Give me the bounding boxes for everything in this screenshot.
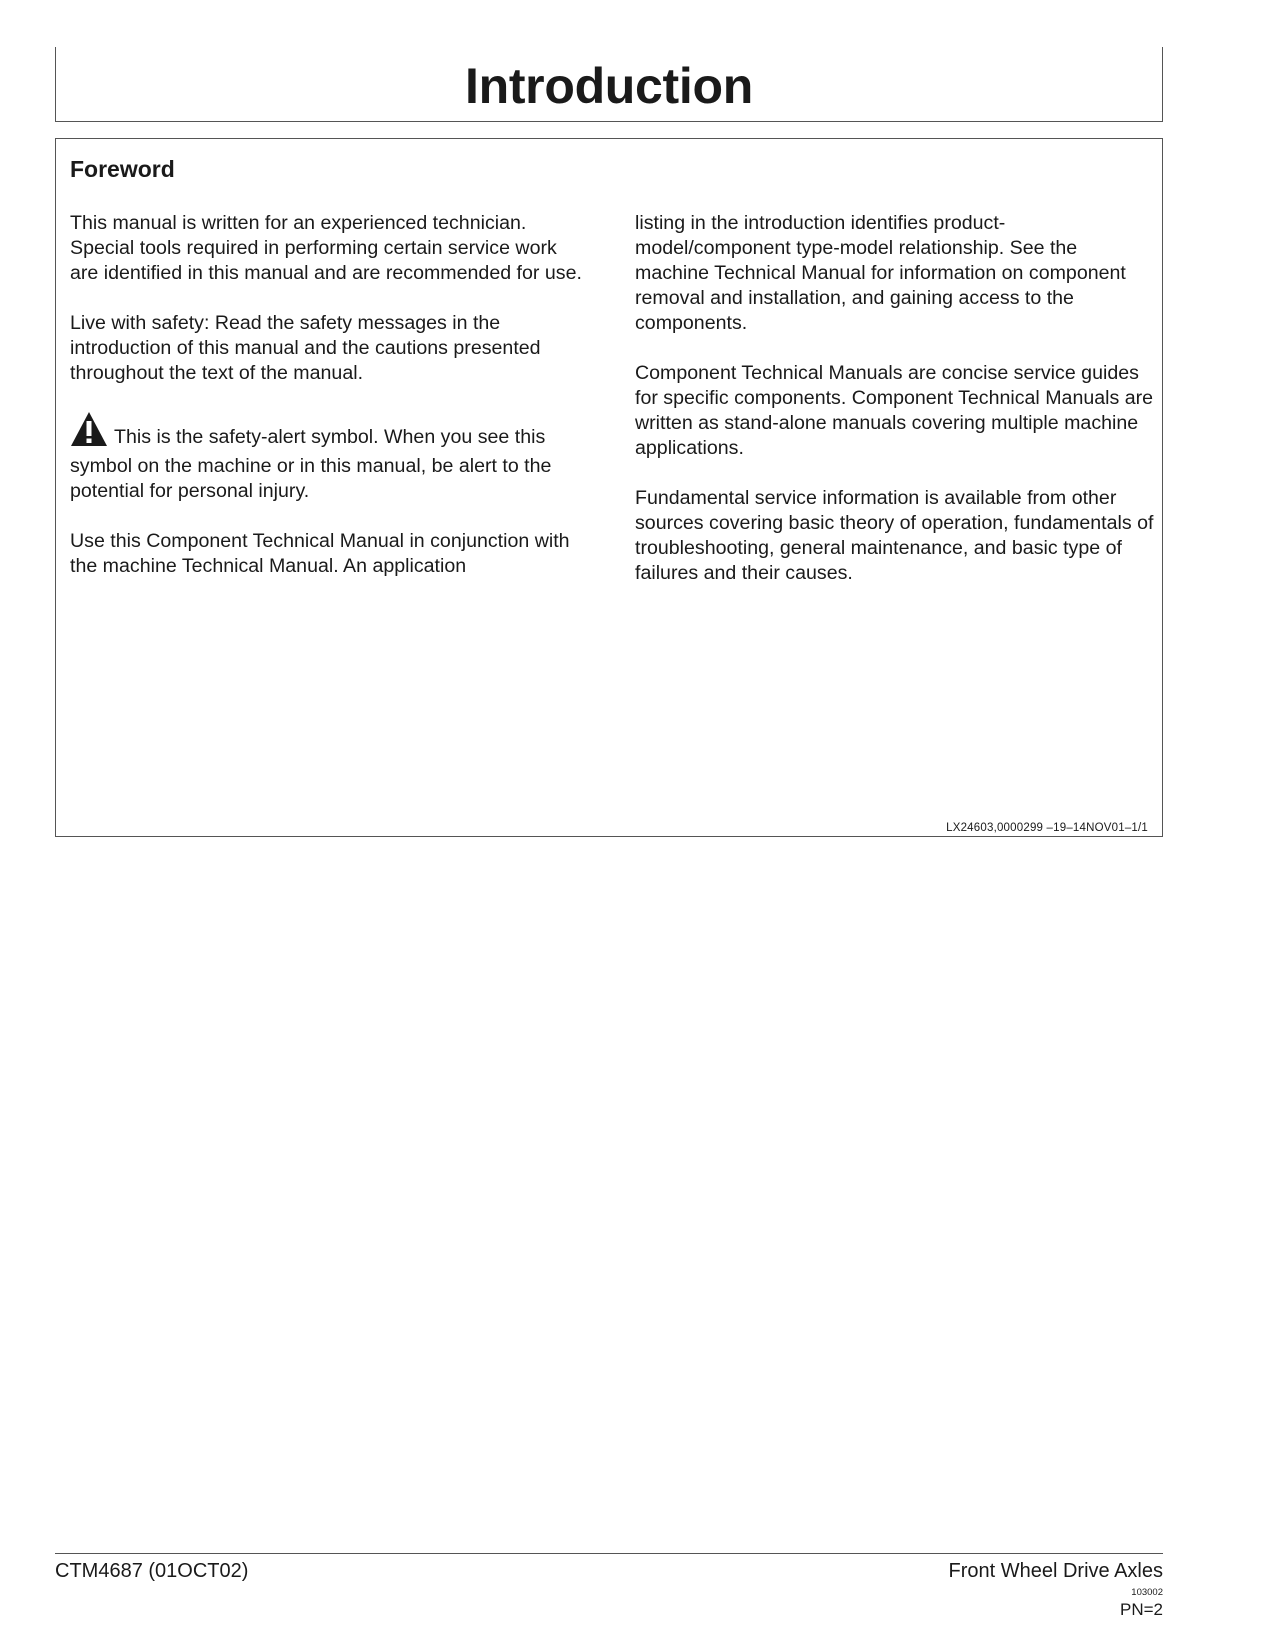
paragraph: listing in the introduction identifies product-model/component type-model relationship. See the machine Technical Manual for information on component removal and installation, and gaining access to the components. xyxy=(635,212,1126,334)
right-column xyxy=(635,211,1155,611)
header-frame xyxy=(55,47,1163,122)
manual-id: CTM4687 (01OCT02) xyxy=(55,1560,249,1582)
print-code: 103002 xyxy=(1131,1587,1163,1598)
warning-triangle-icon xyxy=(70,411,108,454)
paragraph: Fundamental service information is available from other sources covering basic theory of operation, fundamentals of troubleshooting, general maintenance, and basic type of failures and their causes. xyxy=(635,487,1154,584)
foreword-section xyxy=(55,138,1163,837)
manual-title: Front Wheel Drive Axles xyxy=(948,1560,1163,1582)
left-column xyxy=(70,211,590,604)
paragraph: Live with safety: Read the safety messages in the introduction of this manual and the cautions presented throughout the text of the manual. xyxy=(70,312,541,384)
footer-divider xyxy=(55,1553,1163,1554)
paragraph: Use this Component Technical Manual in conjunction with the machine Technical Manual. An application xyxy=(70,530,570,577)
reference-code: LX24603,0000299 –19–14NOV01–1/1 xyxy=(946,822,1148,834)
safety-alert-paragraph xyxy=(70,411,590,504)
safety-alert-text: This is the safety-alert symbol. When you see this symbol on the machine or in this manual, be alert to the potential for personal injury. xyxy=(70,426,552,502)
paragraph: This manual is written for an experienced technician. Special tools required in performing certain service work are identified in this manual and are recommended for use. xyxy=(70,212,582,284)
paragraph: Component Technical Manuals are concise service guides for specific components. Component Technical Manuals are written as stand-alone manuals covering multiple machine applications. xyxy=(635,362,1154,459)
page-title: Introduction xyxy=(464,58,753,114)
page-number: PN=2 xyxy=(1120,1600,1163,1619)
section-heading: Foreword xyxy=(70,156,175,182)
